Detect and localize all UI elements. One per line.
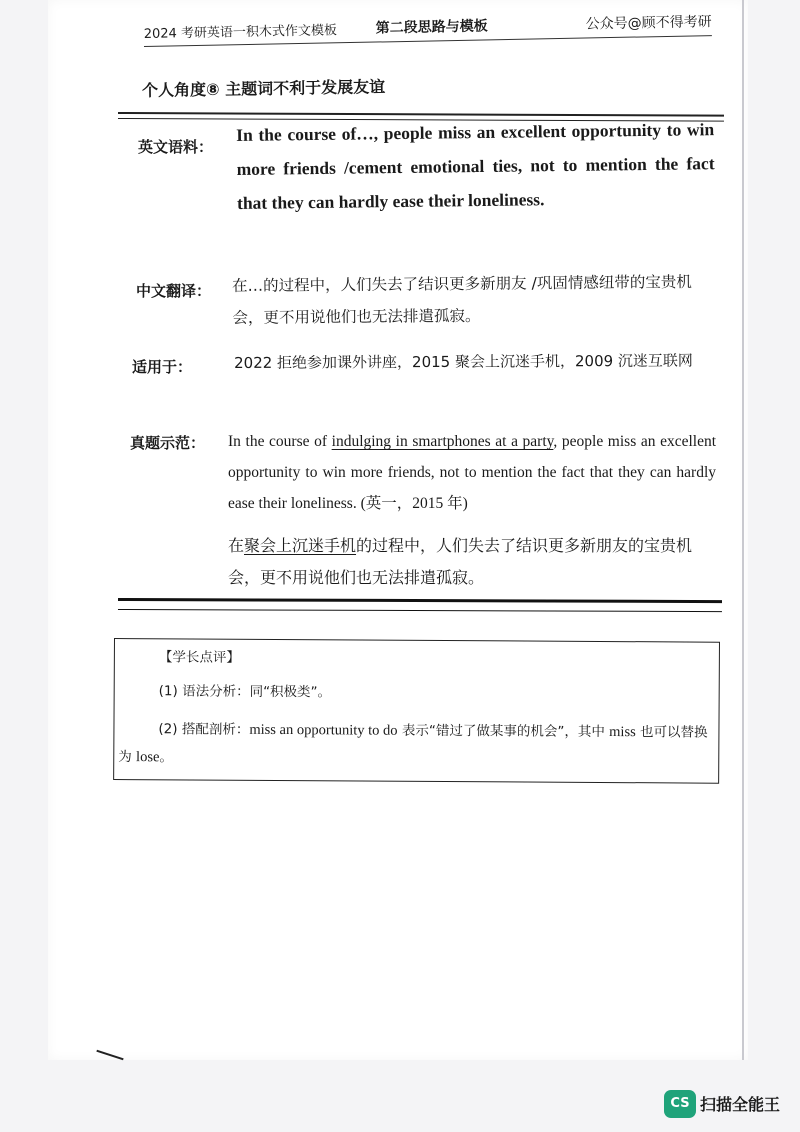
- section-title: 个人角度⑧ 主题词不利于发展友谊: [141, 77, 386, 100]
- label-english-corpus: 英文语料：: [138, 138, 214, 156]
- comment-title: 【学长点评】: [158, 649, 240, 666]
- example-underlined-phrase: indulging in smartphones at a party: [331, 433, 554, 450]
- label-exam-example: 真题示范：: [130, 434, 206, 452]
- label-applies-to: 适用于：: [132, 358, 193, 376]
- senior-comment-box: [113, 638, 720, 784]
- page-edge: [742, 0, 744, 1060]
- english-corpus-text: In the course of…, people miss an excellent opportunity to win more friends /cement emotional ties, not to mention the fact that they can hardly ease their loneliness.: [236, 119, 715, 213]
- chinese-translation-text: 在…的过程中，人们失去了结识更多新朋友 /巩固情感纽带的宝贵机会，更不用说他们也无法排遣孤寂。: [232, 272, 692, 327]
- comment-grammar-analysis: (1) 语法分析：同“积极类”。: [158, 683, 332, 701]
- exam-example-translation: 在聚会上沉迷手机的过程中，人们失去了结识更多新朋友的宝贵机会，更不用说他们也无法排遣孤寂。: [228, 536, 693, 587]
- header-account: 公众号@顾不得考研: [585, 14, 712, 33]
- section-divider: [118, 598, 722, 612]
- header-book-title: 2024 考研英语一积木式作文模板: [143, 23, 338, 43]
- label-chinese-translation: 中文翻译：: [136, 282, 212, 300]
- applies-to-text: 2022 拒绝参加课外讲座，2015 聚会上沉迷手机，2009 沉迷互联网: [234, 351, 693, 372]
- example-zh-underlined-phrase: 聚会上沉迷手机: [244, 536, 357, 555]
- camscanner-watermark-text: 扫描全能王: [700, 1095, 781, 1114]
- exam-example-text: In the course of indulging in smartphones at a party, people miss an excellent opportunity to win more friends, not to mention the fact that they can hardly ease their loneliness. (英一，2015 年): [228, 433, 717, 512]
- comment-collocation-analysis: (2) 搭配剖析：miss an opportunity to do 表示“错过了做某事的机会”，其中 miss 也可以替换为 lose。: [118, 721, 708, 766]
- camscanner-logo-icon: CS: [664, 1090, 696, 1118]
- header-chapter: 第二段思路与模板: [375, 18, 488, 37]
